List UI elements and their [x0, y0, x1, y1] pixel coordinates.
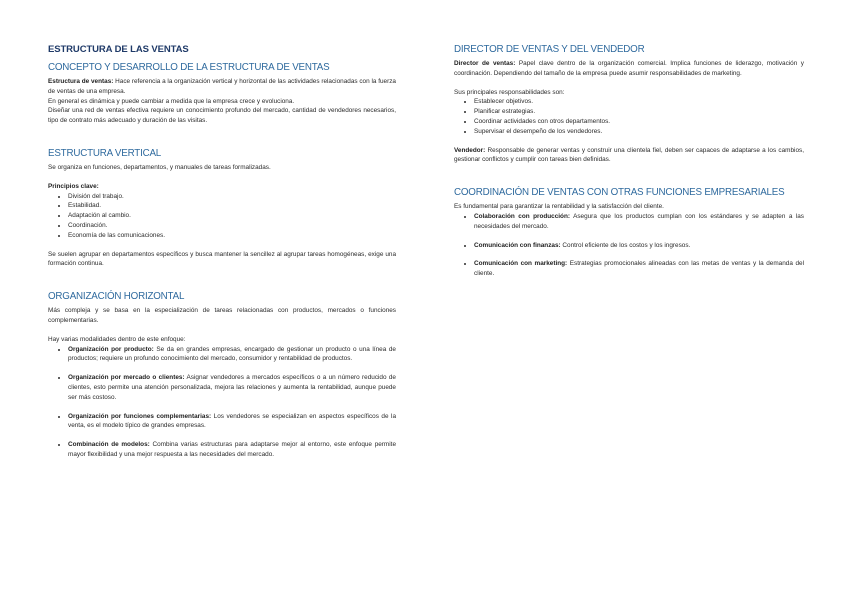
definition-label: Estructura de ventas:: [48, 78, 114, 85]
vertical-intro: Se organiza en funciones, departamentos, y manuales de tareas formalizadas.: [48, 163, 271, 171]
coordination-intro: Es fundamental para garantizar la rentabilidad y la satisfacción del cliente.: [454, 203, 664, 211]
horizontal-heading: ORGANIZACIÓN HORIZONTAL: [48, 291, 185, 303]
concept-heading: CONCEPTO Y DESARROLLO DE LA ESTRUCTURA DE VENTAS: [48, 62, 330, 73]
list-item: • Estabilidad.: [68, 201, 396, 211]
principles-list: [48, 192, 396, 241]
list-item: • Coordinación.: [68, 221, 396, 231]
list-item: • Comunicación con marketing: Estrategias promocionales alineadas con las metas de ventas y la demanda del cliente.: [474, 259, 804, 279]
definition-text: Hace referencia a la organización vertical y horizontal de las actividades relacionadas con la fuerza de ventas de una empresa.: [48, 78, 396, 95]
seller-definition: Vendedor: Responsable de generar ventas y construir una clientela fiel, deben ser capaces de adaptarse a los cambios, gestionar conflictos y cumplir con tareas bien definidas.: [454, 146, 804, 164]
left-column: [48, 44, 396, 460]
list-item: • Organización por producto: Se da en grandes empresas, encargado de gestionar un producto o una línea de productos; requiere un profundo conocimiento del mercado, consumidor y rentabilidad de productos.: [68, 345, 396, 365]
list-item: • Organización por funciones complementarias: Los vendedores se especializan en aspectos específicos de la venta, es el modelo típico de grandes empresas.: [68, 412, 396, 432]
coordination-list: [454, 212, 804, 279]
concept-definition: [48, 77, 396, 97]
director-heading: DIRECTOR DE VENTAS Y DEL VENDEDOR: [454, 44, 645, 55]
horizontal-intro: Más compleja y se basa en la especialización de tareas relacionadas con productos, mercados o funciones complementarias.: [48, 307, 396, 324]
responsibilities-intro: Sus principales responsabilidades son:: [454, 88, 565, 96]
modalities-intro: Hay varias modalidades dentro de este enfoque:: [48, 335, 186, 343]
list-item: • Combinación de modelos: Combina varias estructuras para adaptarse mejor al entorno, este enfoque permite mayor flexibilidad y una mejor respuesta a las necesidades del mercado.: [68, 440, 396, 460]
list-item: • Adaptación al cambio.: [68, 211, 396, 221]
list-item: • Supervisar el desempeño de los vendedores.: [474, 127, 804, 137]
list-item: • Comunicación con finanzas: Control eficiente de los costos y los ingresos.: [474, 241, 804, 251]
list-item: • Colaboración con producción: Asegura que los productos cumplan con los estándares y se adapten a las necesidades del mercado.: [474, 212, 804, 232]
principles-label: Principios clave:: [48, 182, 99, 190]
list-item: • Establecer objetivos.: [474, 97, 804, 107]
modalities-list: [48, 345, 396, 460]
list-item: • Organización por mercado o clientes: Asignar vendedores a mercados específicos o a un número reducido de clientes, esto permite una atención personalizada, mejora las relaciones y aumenta la rentabilidad, aunque puede ser más costoso.: [68, 373, 396, 402]
list-item: • Planificar estrategias.: [474, 107, 804, 117]
list-item: • División del trabajo.: [68, 192, 396, 202]
vertical-heading: ESTRUCTURA VERTICAL: [48, 147, 162, 159]
coordination-heading: COORDINACIÓN DE VENTAS CON OTRAS FUNCIONES EMPRESARIALES: [454, 187, 785, 199]
concept-paragraph-2: En general es dinámica y puede cambiar a medida que la empresa crece y evoluciona.: [48, 97, 295, 105]
concept-paragraph-3: Diseñar una red de ventas efectiva requiere un conocimiento profundo del mercado, cantidad de vendedores necesarios, tipo de contrato más adecuado y duración de las visitas.: [48, 107, 396, 125]
director-definition: Director de ventas: Papel clave dentro de la organización comercial. Implica funciones de liderazgo, motivación y coordinación. Dependiendo del tamaño de la empresa puede asumir responsabilidades de marketing.: [454, 60, 804, 77]
list-item: • Coordinar actividades con otros departamentos.: [474, 117, 804, 127]
responsibilities-list: [454, 97, 804, 136]
right-column: [454, 44, 804, 279]
list-item: • Economía de las comunicaciones.: [68, 231, 396, 241]
vertical-closing: Se suelen agrupar en departamentos específicos y busca mantener la sencillez al agrupar tareas homogéneas, exige una formación continua.: [48, 250, 396, 268]
main-title: ESTRUCTURA DE LAS VENTAS: [48, 44, 189, 55]
